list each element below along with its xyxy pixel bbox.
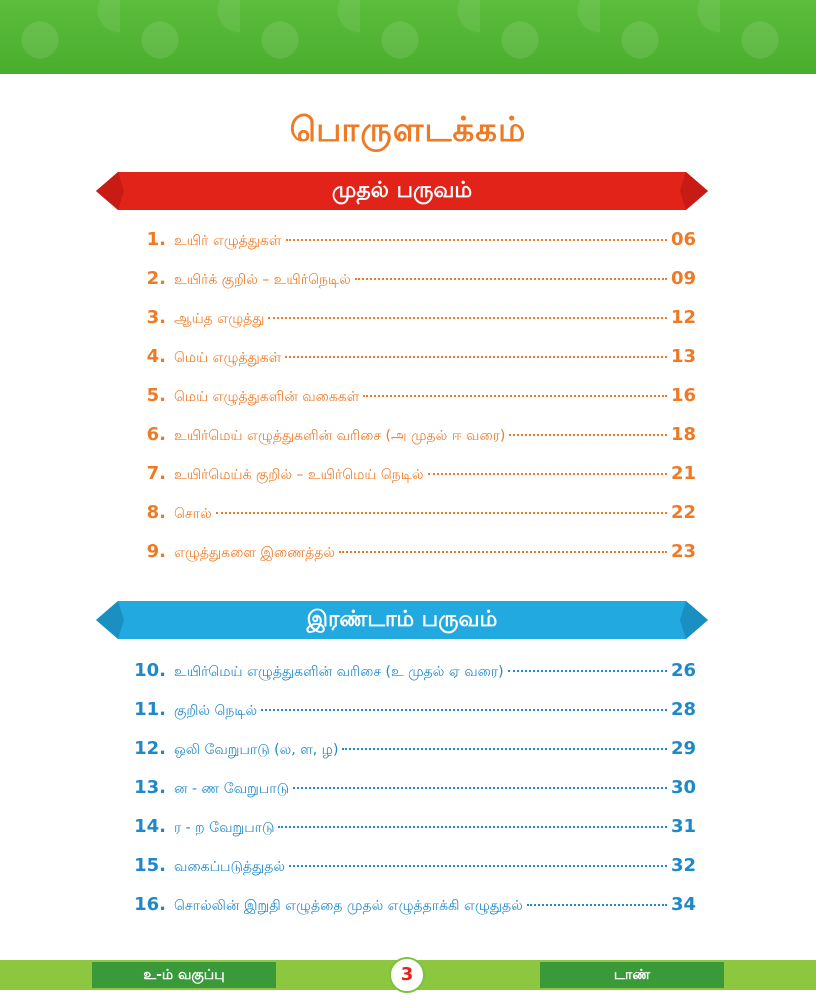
toc-item[interactable]: 11. குறில் நெடில் 28 [134, 699, 696, 720]
toc-item[interactable]: 8. சொல் 22 [146, 502, 696, 523]
toc-item[interactable]: 6. உயிர்மெய் எழுத்துகளின் வரிசை (அ முதல் ஈ வரை) 18 [146, 424, 696, 445]
section-banner-first-term [96, 170, 708, 212]
leader-dots [286, 239, 667, 241]
section-heading-first-term: முதல் பருவம் [331, 178, 473, 203]
leader-dots [508, 670, 667, 672]
toc-item[interactable]: 14. ர - ற வேறுபாடு 31 [134, 816, 696, 837]
toc-item[interactable]: 9. எழுத்துகளை இணைத்தல் 23 [146, 541, 696, 562]
leader-dots [268, 317, 667, 319]
leader-dots [527, 904, 667, 906]
toc-item[interactable]: 1. உயிர் எழுத்துகள் 06 [146, 229, 696, 250]
leader-dots [285, 356, 667, 358]
leader-dots [428, 473, 667, 475]
toc-list-first-term [126, 229, 696, 580]
toc-item[interactable]: 13. ன - ண வேறுபாடு 30 [134, 777, 696, 798]
top-decorative-band [0, 0, 816, 74]
leader-dots [216, 512, 667, 514]
toc-list-second-term [126, 660, 696, 933]
section-heading-second-term: இரண்டாம் பருவம் [306, 607, 498, 632]
toc-item[interactable]: 3. ஆய்த எழுத்து 12 [146, 307, 696, 328]
leader-dots [342, 748, 667, 750]
toc-item[interactable]: 2. உயிர்க் குறில் – உயிர்நெடில் 09 [146, 268, 696, 289]
footer-class-label: உ-ம் வகுப்பு [92, 962, 276, 988]
page-number: 3 [389, 957, 425, 993]
section-banner-second-term [96, 599, 708, 641]
toc-item[interactable]: 4. மெய் எழுத்துகள் 13 [146, 346, 696, 367]
leader-dots [289, 865, 667, 867]
leader-dots [363, 395, 667, 397]
leader-dots [509, 434, 667, 436]
band-pattern [0, 0, 816, 74]
leader-dots [293, 787, 667, 789]
toc-item[interactable]: 12. ஒலி வேறுபாடு (ல, ள, ழ) 29 [134, 738, 696, 759]
toc-item[interactable]: 5. மெய் எழுத்துகளின் வகைகள் 16 [146, 385, 696, 406]
page-title: பொருளடக்கம் [289, 110, 527, 150]
toc-item[interactable]: 10. உயிர்மெய் எழுத்துகளின் வரிசை (உ முதல் ஏ வரை) 26 [134, 660, 696, 681]
toc-item[interactable]: 16. சொல்லின் இறுதி எழுத்தை முதல் எழுத்தாக்கி எழுதுதல் 34 [134, 894, 696, 915]
leader-dots [355, 278, 667, 280]
footer-subject-label: டாண் [540, 962, 724, 988]
leader-dots [261, 709, 667, 711]
toc-item[interactable]: 15. வகைப்படுத்துதல் 32 [134, 855, 696, 876]
leader-dots [278, 826, 667, 828]
leader-dots [339, 551, 667, 553]
toc-item[interactable]: 7. உயிர்மெய்க் குறில் – உயிர்மெய் நெடில் 21 [146, 463, 696, 484]
